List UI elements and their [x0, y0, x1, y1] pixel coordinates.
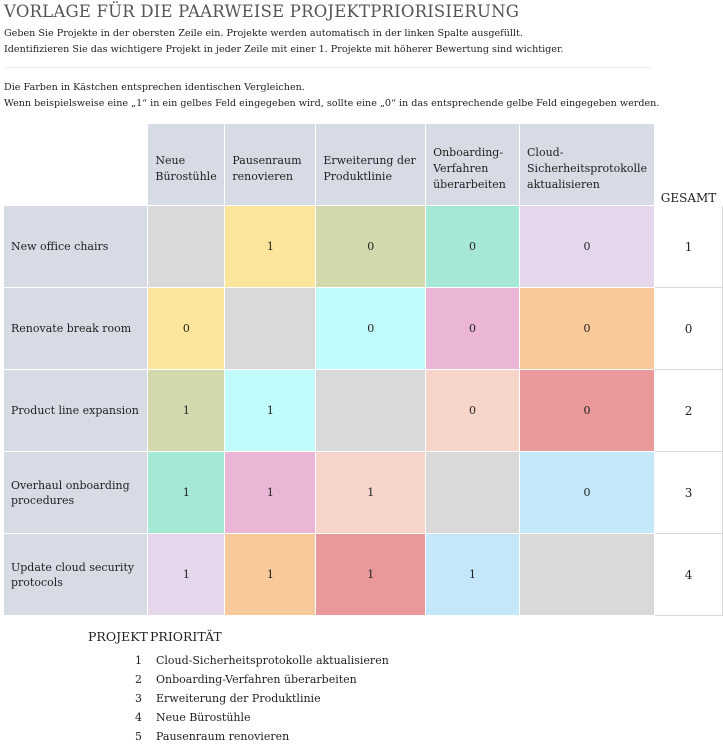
comparison-cell[interactable]: 1 [148, 370, 225, 452]
table-row [4, 206, 723, 288]
comparison-table [3, 123, 723, 616]
row-label: Product line expansion [4, 370, 148, 452]
comparison-cell[interactable]: 0 [520, 288, 655, 370]
comparison-cell[interactable]: 1 [316, 534, 426, 616]
diagonal-cell [316, 370, 426, 452]
comparison-cell[interactable]: 0 [520, 370, 655, 452]
total-cell: 4 [655, 534, 723, 616]
instruction-line-1: Geben Sie Projekte in der obersten Zeile ein. Projekte werden automatisch in der linken Spalte ausgefüllt. [4, 28, 523, 39]
comparison-cell[interactable]: 0 [316, 288, 426, 370]
comparison-cell[interactable]: 1 [225, 452, 316, 534]
column-header[interactable]: Erweiterung der Produktlinie [316, 124, 426, 206]
comparison-cell[interactable]: 1 [225, 534, 316, 616]
priority-project-name: Erweiterung der Produktlinie [156, 692, 321, 705]
priority-header-priority: PRIORITÄT [150, 629, 222, 644]
comparison-cell[interactable]: 1 [225, 370, 316, 452]
priority-rank: 4 [135, 711, 142, 724]
comparison-cell[interactable]: 1 [148, 452, 225, 534]
row-label: Update cloud security protocols [4, 534, 148, 616]
separator [4, 67, 652, 68]
priority-project-name: Cloud-Sicherheitsprotokolle aktualisieren [156, 654, 389, 667]
row-label: Renovate break room [4, 288, 148, 370]
diagonal-cell [520, 534, 655, 616]
total-cell: 1 [655, 206, 723, 288]
comparison-cell[interactable]: 1 [148, 534, 225, 616]
instruction-line-3: Die Farben in Kästchen entsprechen identischen Vergleichen. [4, 82, 305, 93]
comparison-cell[interactable]: 0 [426, 206, 520, 288]
total-cell: 2 [655, 370, 723, 452]
priority-rank: 2 [135, 673, 142, 686]
column-header[interactable]: Pausenraum renovieren [225, 124, 316, 206]
priority-header-project: PROJEKT [88, 629, 148, 644]
diagonal-cell [426, 452, 520, 534]
total-cell: 3 [655, 452, 723, 534]
column-header[interactable]: Onboarding-Verfahren überarbeiten [426, 124, 520, 206]
comparison-cell[interactable]: 0 [426, 370, 520, 452]
comparison-cell[interactable]: 1 [426, 534, 520, 616]
page-title: VORLAGE FÜR DIE PAARWEISE PROJEKTPRIORISIERUNG [4, 2, 520, 21]
priority-project-name: Neue Bürostühle [156, 711, 251, 724]
comparison-cell[interactable]: 1 [316, 452, 426, 534]
comparison-cell[interactable]: 1 [225, 206, 316, 288]
table-row [4, 452, 723, 534]
corner-cell [4, 124, 148, 206]
column-header[interactable]: Neue Bürostühle [148, 124, 225, 206]
diagonal-cell [148, 206, 225, 288]
priority-rank: 1 [135, 654, 142, 667]
instruction-line-2: Identifizieren Sie das wichtigere Projekt in jeder Zeile mit einer 1. Projekte mit höherer Bewertung sind wichtiger. [4, 44, 564, 55]
total-cell: 0 [655, 288, 723, 370]
comparison-cell[interactable]: 0 [148, 288, 225, 370]
comparison-cell[interactable]: 0 [520, 452, 655, 534]
priority-project-name: Onboarding-Verfahren überarbeiten [156, 673, 357, 686]
priority-rank: 3 [135, 692, 142, 705]
header-row [4, 124, 723, 206]
row-label: New office chairs [4, 206, 148, 288]
priority-rank: 5 [135, 730, 142, 743]
instruction-line-4: Wenn beispielsweise eine „1“ in ein gelbes Feld eingegeben wird, sollte eine „0“ in das entsprechende gelbe Feld eingegeben werden. [4, 98, 660, 109]
row-label: Overhaul onboarding procedures [4, 452, 148, 534]
table-row [4, 370, 723, 452]
column-header[interactable]: Cloud-Sicherheitsprotokolle aktualisieren [520, 124, 655, 206]
comparison-cell[interactable]: 0 [316, 206, 426, 288]
total-header: GESAMT [655, 124, 723, 206]
comparison-cell[interactable]: 0 [426, 288, 520, 370]
priority-project-name: Pausenraum renovieren [156, 730, 290, 743]
table-row [4, 534, 723, 616]
comparison-cell[interactable]: 0 [520, 206, 655, 288]
diagonal-cell [225, 288, 316, 370]
table-row [4, 288, 723, 370]
